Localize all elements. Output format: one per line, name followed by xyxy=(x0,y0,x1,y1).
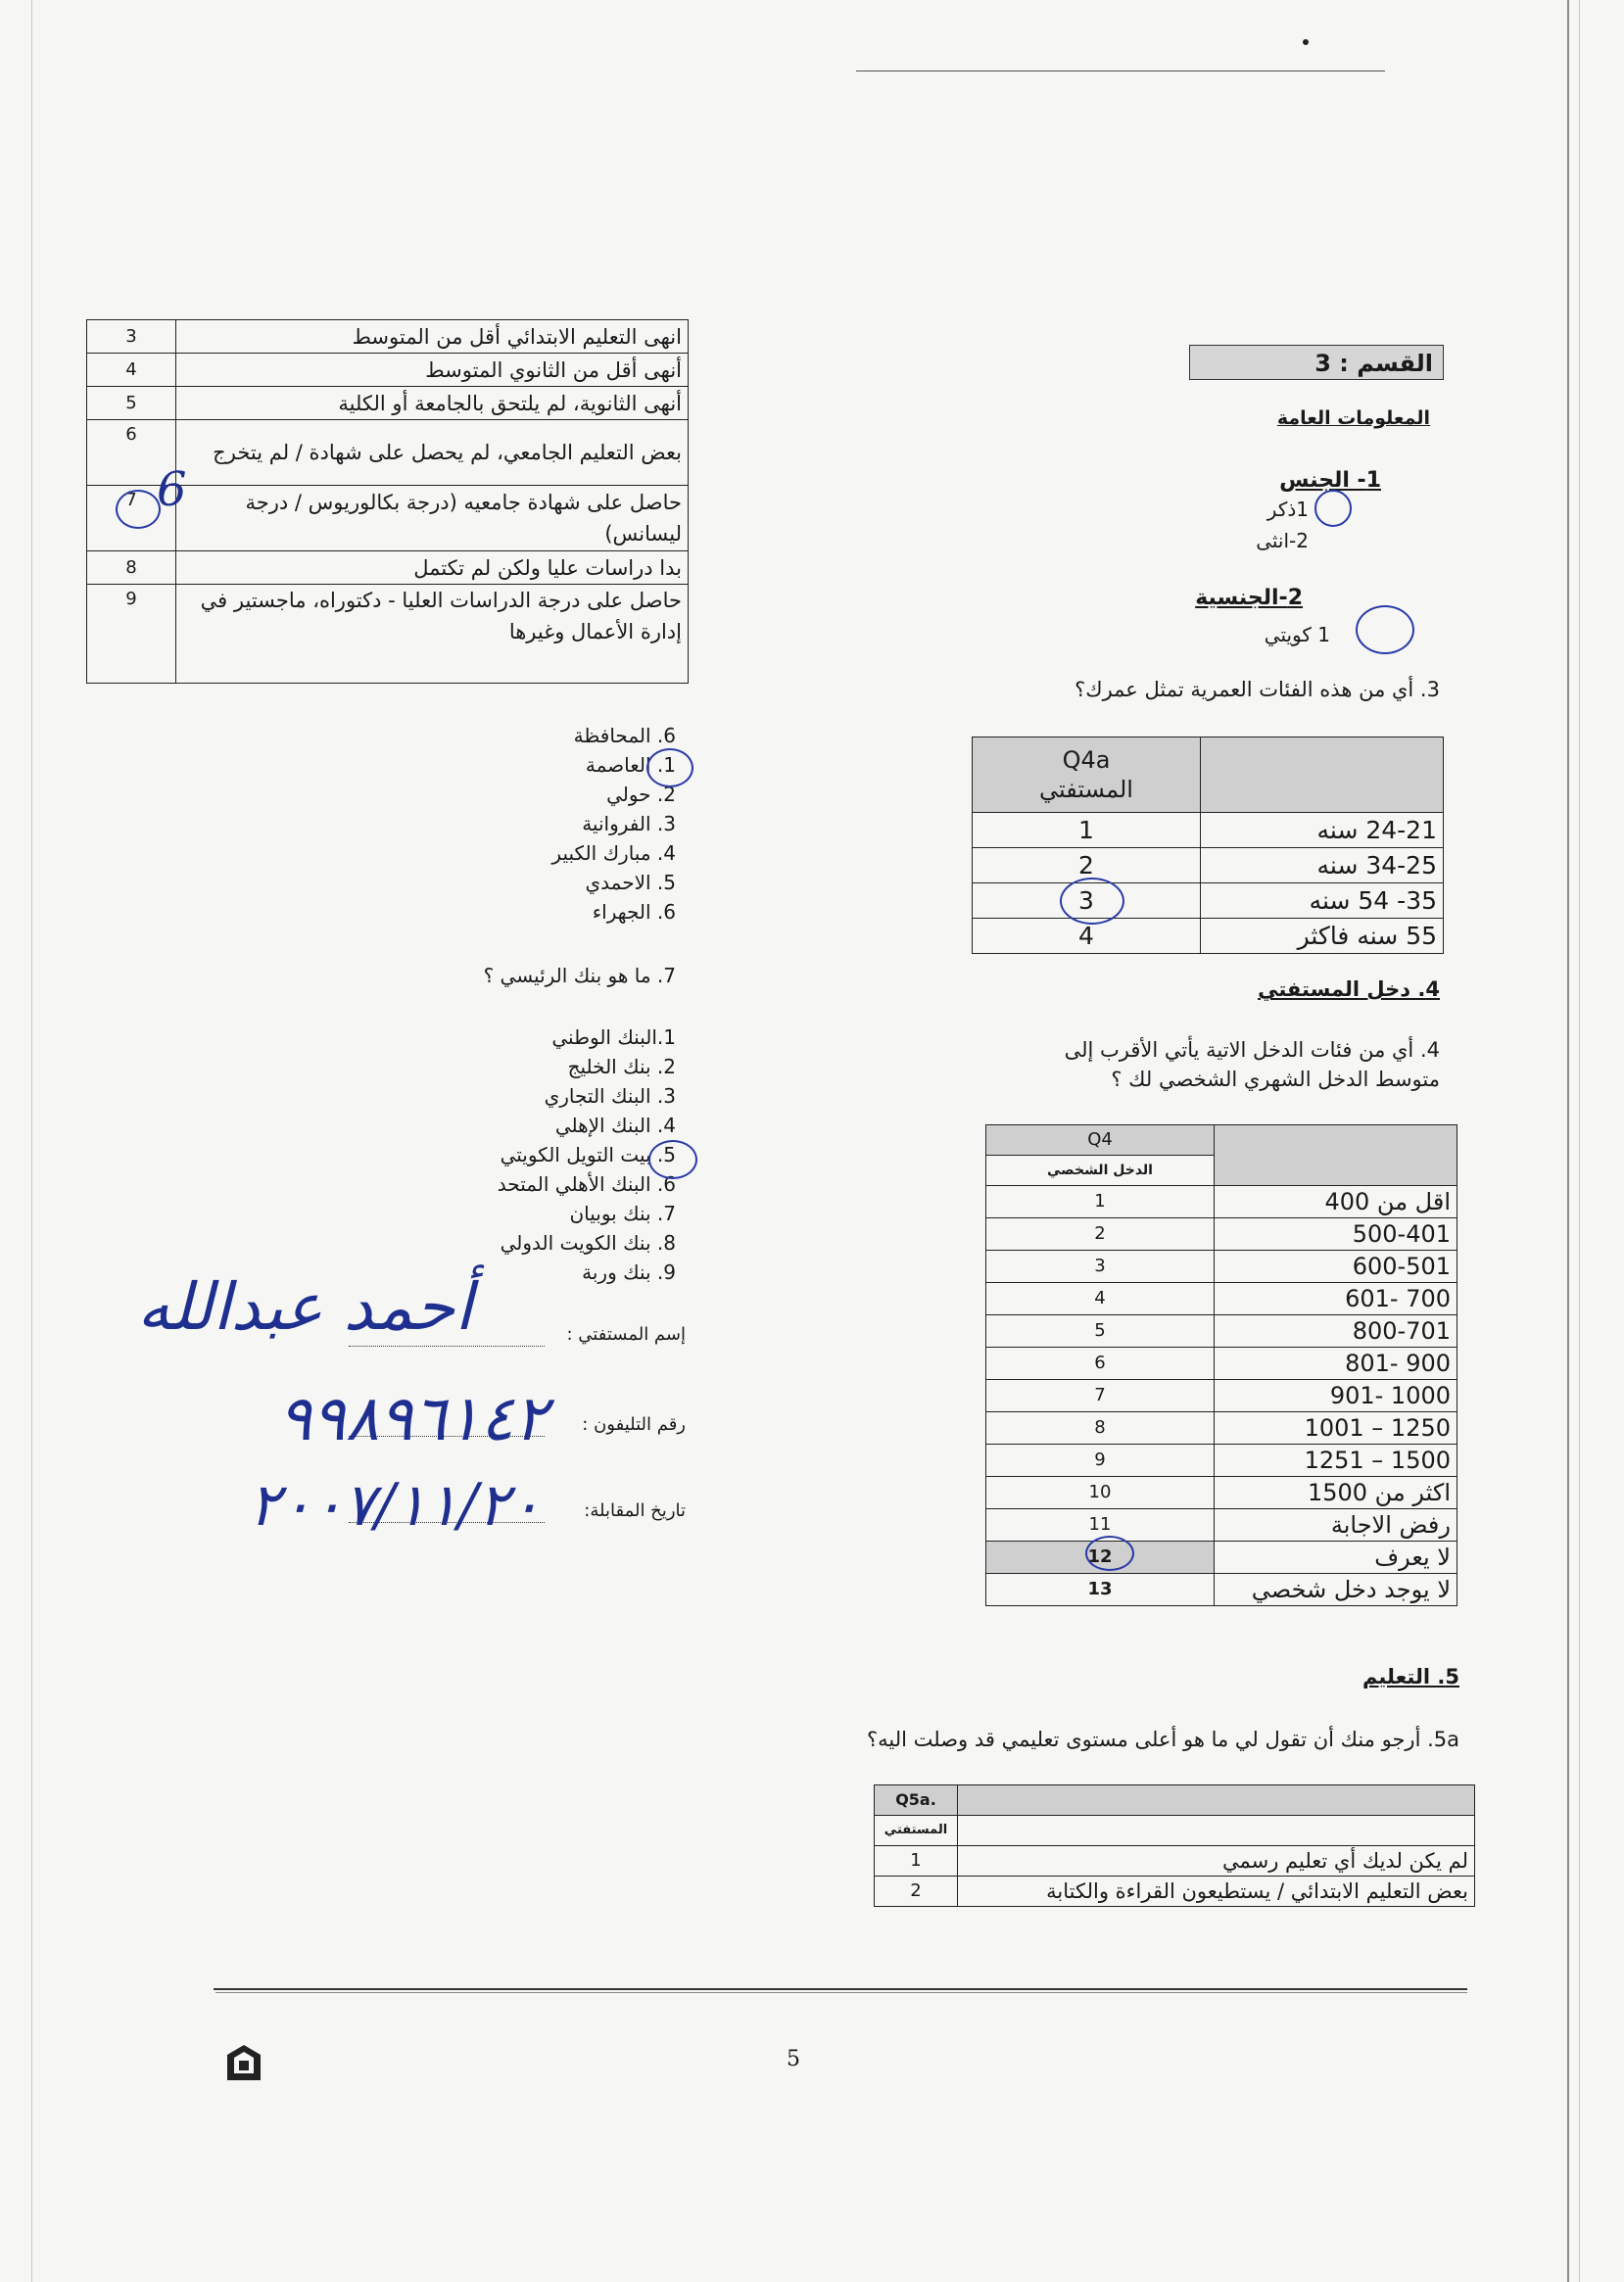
list-item: 3. الفروانية xyxy=(582,812,676,835)
q4-question-line1: 4. أي من فئات الدخل الاتية يأتي الأقرب إلى xyxy=(1064,1038,1440,1062)
age-header-code: Q4a المستفتي xyxy=(973,737,1201,813)
list-item: 5. بيت التويل الكويتي xyxy=(500,1143,676,1166)
income-header-code: Q4 xyxy=(986,1125,1215,1156)
education-table-subheader: المستفتي xyxy=(875,1816,1475,1846)
list-item: 4. البنك الإهلي xyxy=(554,1114,676,1137)
table-row: 7 حاصل على شهادة جامعيه (درجة بكالوريوس / درجة ليسانس) xyxy=(87,486,689,551)
footer-rule xyxy=(214,1988,1467,1990)
list-item: 2. حولي xyxy=(606,783,676,806)
q5-heading: 5. التعليم xyxy=(1361,1665,1459,1688)
q6-answer-circle xyxy=(646,748,693,787)
list-item: 3. البنك التجاري xyxy=(544,1084,676,1108)
table-row: 3 انهى التعليم الابتدائي أقل من المتوسط xyxy=(87,320,689,354)
respondent-phone-handwritten: ٩٩٨٩٦١٤٢ xyxy=(278,1383,548,1455)
scan-edge-left xyxy=(31,0,32,2282)
list-item: 6. البنك الأهلي المتحد xyxy=(497,1172,676,1196)
q5-question: 5a. أرجو منك أن تقول لي ما هو أعلى مستوى تعليمي قد وصلت اليه؟ xyxy=(867,1728,1459,1751)
list-item: 4. مبارك الكبير xyxy=(551,841,676,865)
table-row: 8 1250 – 1001 xyxy=(986,1412,1457,1445)
table-row: 11 رفض الاجابة xyxy=(986,1509,1457,1542)
q4-question-line2: متوسط الدخل الشهري الشخصي لك ؟ xyxy=(1111,1068,1440,1091)
table-row: 9 حاصل على درجة الدراسات العليا - دكتوراه، ماجستير في إدارة الأعمال وغيرها xyxy=(87,585,689,684)
respondent-name-label: إسم المستفتي : xyxy=(566,1324,686,1345)
education-header-blank xyxy=(958,1785,1475,1816)
table-row: 7 1000 -901 xyxy=(986,1380,1457,1412)
q7-label: 7. ما هو بنك الرئيسي ؟ xyxy=(483,964,676,987)
list-item: 8. بنك الكويت الدولي xyxy=(500,1231,676,1255)
table-row: 13 لا يوجد دخل شخصي xyxy=(986,1574,1457,1606)
q2-option: 1 كويتي xyxy=(1264,623,1330,646)
education-header-code: Q5a. xyxy=(875,1785,958,1816)
interview-date-handwritten: ٢٠٠٧/١١/٢٠ xyxy=(249,1471,542,1540)
table-row: 1 اقل من 400 xyxy=(986,1186,1457,1218)
education-table-header xyxy=(875,1785,1475,1816)
list-item: 6. الجهراء xyxy=(592,900,676,924)
table-row: 4 55 سنه فاكثر xyxy=(973,919,1444,954)
section-title: القسم : 3 xyxy=(1189,345,1444,380)
q7-list xyxy=(421,1022,676,1287)
q1-answer-circle xyxy=(1314,490,1352,527)
scan-edge-right xyxy=(1567,0,1569,2282)
table-row: 5 أنهى الثانوية، لم يلتحق بالجامعة أو الكلية xyxy=(87,387,689,420)
table-row: 12 لا يعرف xyxy=(986,1542,1457,1574)
income-table-header xyxy=(986,1125,1457,1156)
handwritten-mark: 6 xyxy=(157,462,187,517)
scan-speck xyxy=(1303,39,1309,45)
education-table xyxy=(874,1784,1475,1907)
table-row: 5 800-701 xyxy=(986,1315,1457,1348)
income-header-blank xyxy=(1215,1125,1457,1186)
table-row: 8 بدا دراسات عليا ولكن لم تكتمل xyxy=(87,551,689,585)
respondent-name-handwritten: أحمد عبدالله xyxy=(137,1269,473,1345)
interview-date-label: تاريخ المقابلة: xyxy=(584,1500,686,1521)
section-subtitle: المعلومات العامة xyxy=(1276,407,1430,429)
footer-rule-thin xyxy=(215,1992,1467,1993)
q2-answer-circle xyxy=(1356,605,1414,654)
scan-edge-right-outer xyxy=(1579,0,1580,2282)
list-item: 9. بنك وربة xyxy=(582,1260,676,1284)
age-table xyxy=(972,737,1444,954)
table-row: 1 لم يكن لديك أي تعليم رسمي xyxy=(875,1846,1475,1877)
table-row: 1 24-21 سنه xyxy=(973,813,1444,848)
income-header-sub: الدخل الشخصي xyxy=(986,1156,1215,1186)
q2-label: 2-الجنسية xyxy=(1195,586,1303,610)
logo-icon xyxy=(223,2043,264,2084)
list-item: 7. بنك بوبيان xyxy=(569,1202,676,1225)
list-item: 2. بنك الخليج xyxy=(567,1055,676,1078)
age-header-blank xyxy=(1201,737,1444,813)
respondent-name-line xyxy=(349,1346,545,1347)
table-row: 3 35- 54 سنه xyxy=(973,883,1444,919)
age-table-header xyxy=(973,737,1444,813)
page-number: 5 xyxy=(787,2047,800,2071)
table-row: 2 34-25 سنه xyxy=(973,848,1444,883)
income-table xyxy=(985,1124,1457,1606)
q3-answer-circle xyxy=(1060,878,1124,925)
respondent-phone-label: رقم التليفون : xyxy=(582,1414,686,1435)
list-item: 1. العاصمة xyxy=(585,753,676,777)
education-answer-circle xyxy=(116,490,161,529)
q7-answer-circle xyxy=(648,1140,697,1179)
list-item: 5. الاحمدي xyxy=(585,871,676,894)
q1-label: 1- الجنس xyxy=(1279,468,1381,493)
q1-option-female: 2-انثى xyxy=(1256,529,1309,552)
table-row: 2 500-401 xyxy=(986,1218,1457,1251)
table-row: 2 بعض التعليم الابتدائي / يستطيعون القراءة والكتابة xyxy=(875,1877,1475,1907)
table-row: 10 اكثر من 1500 xyxy=(986,1477,1457,1509)
table-row: 4 أنهى أقل من الثانوي المتوسط xyxy=(87,354,689,387)
q6-list xyxy=(470,721,676,927)
q3-question: 3. أي من هذه الفئات العمرية تمثل عمرك؟ xyxy=(1075,678,1440,701)
q6-label: 6. المحافظة xyxy=(573,724,676,747)
q4-heading: 4. دخل المستفتي xyxy=(1258,977,1440,1001)
q1-option-male: 1ذكر xyxy=(1266,498,1309,521)
list-item: 1.البنك الوطني xyxy=(551,1025,676,1049)
table-row: 9 1500 – 1251 xyxy=(986,1445,1457,1477)
table-row: 3 600-501 xyxy=(986,1251,1457,1283)
q4-answer-circle xyxy=(1085,1536,1134,1571)
table-row: 4 700 -601 xyxy=(986,1283,1457,1315)
table-row: 6 بعض التعليم الجامعي، لم يحصل على شهادة / لم يتخرج xyxy=(87,420,689,486)
table-row: 6 900 -801 xyxy=(986,1348,1457,1380)
